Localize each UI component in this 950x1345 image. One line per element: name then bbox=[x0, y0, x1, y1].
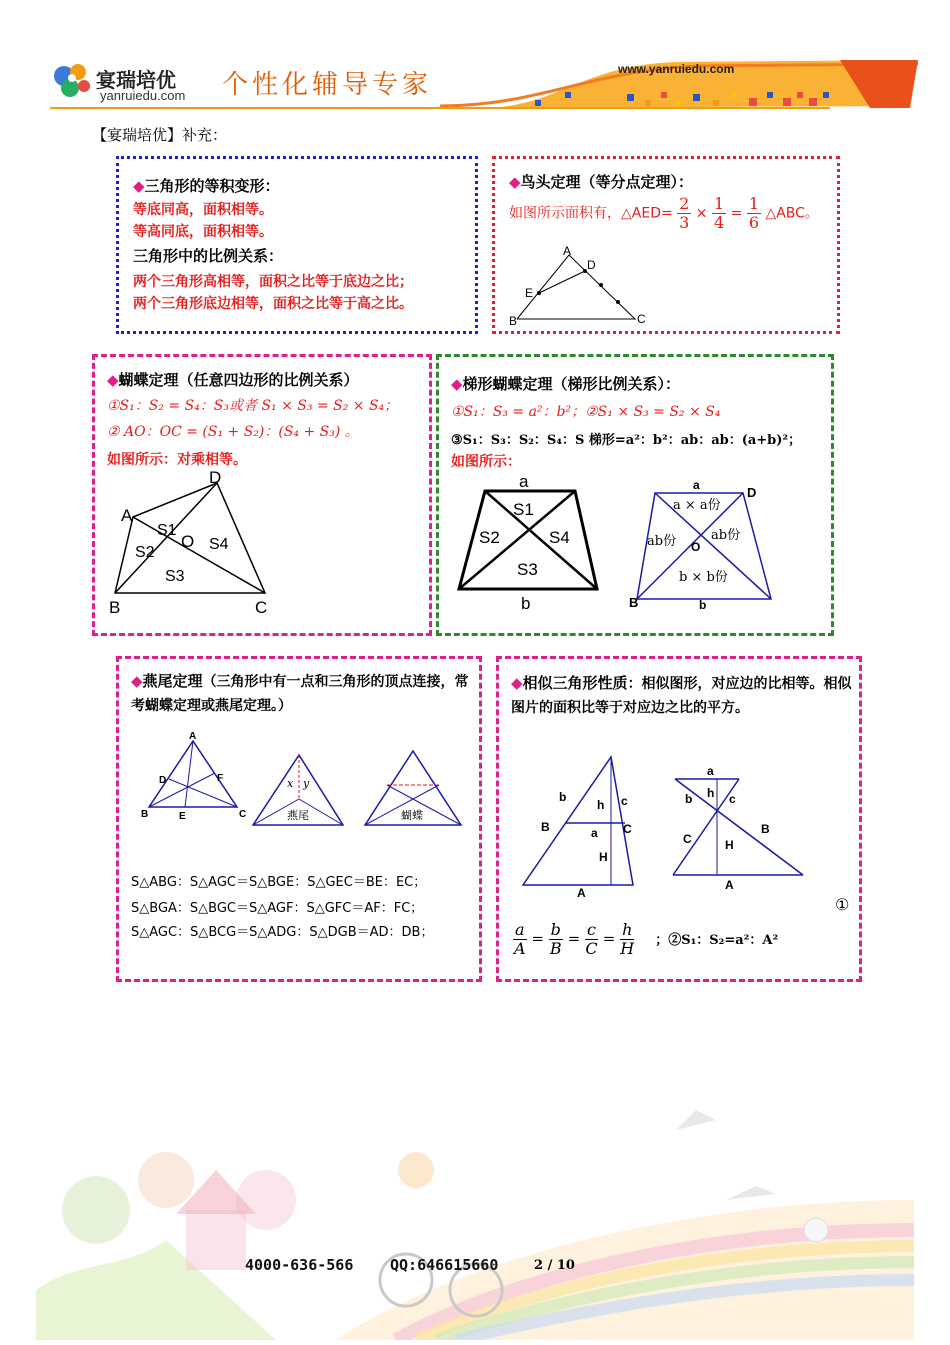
fig-label-A: A bbox=[189, 731, 197, 742]
box5-eq3: S△AGC：S△BCG＝S△ADG：S△DGB＝AD：DB； bbox=[131, 925, 434, 940]
fig-label-h2: h bbox=[707, 786, 715, 800]
fig-label-B: B bbox=[109, 598, 121, 617]
fig-label-F: F bbox=[217, 773, 224, 784]
fig-label-S2: S2 bbox=[479, 528, 500, 547]
box-equal-area bbox=[116, 156, 478, 334]
intro-text: 【宴瑞培优】补充： bbox=[92, 126, 228, 144]
header bbox=[0, 0, 950, 120]
fig-label-S2: S2 bbox=[135, 544, 155, 561]
fig-label-E: E bbox=[179, 811, 186, 822]
box3-title: ◆蝴蝶定理（任意四边形的比例关系） bbox=[107, 371, 359, 389]
box6-title: ◆相似三角形性质：相似图形，对应边的比相等。相似图片的面积比等于对应边之比的平方。 bbox=[511, 674, 852, 716]
fig-label-S4: S4 bbox=[549, 528, 570, 547]
fig-label-D: D bbox=[209, 469, 222, 487]
fig-label-S1: S1 bbox=[513, 500, 534, 519]
box4-title: ◆梯形蝴蝶定理（梯形比例关系）： bbox=[451, 375, 681, 393]
fig-label-B: B bbox=[541, 820, 550, 834]
fig-label-bottom: b × b份 bbox=[679, 570, 728, 585]
box-bird-head bbox=[492, 156, 840, 334]
fig-label-y: y bbox=[303, 777, 310, 790]
fig-label-butterfly: 蝴蝶 bbox=[401, 809, 423, 822]
fig-label-B2: B bbox=[761, 822, 770, 836]
fig-label-h: h bbox=[597, 798, 605, 812]
box1-line4: 两个三角形底边相等，面积之比等于高之比。 bbox=[133, 296, 413, 312]
swallowtail-figures bbox=[129, 729, 475, 829]
decorative-illustration bbox=[36, 1090, 914, 1340]
fig-label-A: A bbox=[563, 245, 572, 258]
box3-line3: 如图所示：对乘相等。 bbox=[107, 452, 247, 468]
page-number: 2 / 10 bbox=[534, 1258, 575, 1273]
fig-label-top: a × a份 bbox=[673, 498, 721, 513]
circled-one: ① bbox=[835, 895, 850, 914]
box2-title: ◆鸟头定理（等分点定理）： bbox=[509, 173, 694, 191]
box-similar-triangles bbox=[496, 656, 862, 982]
fig-label-B: B bbox=[141, 809, 149, 820]
box1-line3: 两个三角形高相等，面积之比等于底边之比； bbox=[133, 274, 413, 290]
header-rule bbox=[50, 107, 830, 109]
box5-title: ◆燕尾定理（三角形中有一点和三角形的顶点连接，常考蝴蝶定理或燕尾定理。） bbox=[131, 672, 469, 714]
fig-label-a2: a bbox=[707, 764, 714, 778]
frac-1-4: $\frac{1}{4}$ bbox=[713, 194, 725, 232]
fig-label-c2: c bbox=[729, 792, 736, 806]
fig-label-c: c bbox=[621, 794, 628, 808]
fig-label-b: b bbox=[559, 790, 567, 804]
fig-label-a: a bbox=[519, 472, 529, 491]
fig-label-C: C bbox=[623, 822, 632, 836]
butterfly-figure bbox=[105, 469, 285, 619]
fig-label-C2: C bbox=[683, 832, 692, 846]
fig-label-E: E bbox=[525, 286, 534, 300]
fig-label-S3: S3 bbox=[165, 568, 185, 585]
similar-triangles-figure bbox=[513, 751, 813, 901]
decor-squares bbox=[535, 90, 835, 106]
frac-2-3: $\frac{2}{3}$ bbox=[679, 194, 690, 232]
website: www.yanruiedu.com bbox=[618, 62, 735, 76]
frac-1-6: $\frac{1}{6}$ bbox=[748, 194, 759, 232]
box1-title2: 三角形中的比例关系： bbox=[133, 247, 284, 265]
fig-label-b: b bbox=[521, 594, 531, 611]
fig-label-right: ab份 bbox=[711, 528, 741, 543]
fig-label-x: x bbox=[287, 777, 294, 790]
fig-label-B: B bbox=[629, 595, 639, 610]
box1-line2: 等高同底，面积相等。 bbox=[133, 224, 273, 240]
fig-label-C: C bbox=[255, 598, 268, 617]
box1-title1: ◆三角形的等积变形： bbox=[133, 177, 280, 195]
box5-eq1: S△ABG：S△AGC＝S△BGE：S△GEC＝BE：EC； bbox=[131, 875, 427, 890]
fig-label-left: ab份 bbox=[647, 534, 677, 549]
box4-line3: 如图所示： bbox=[451, 454, 521, 470]
fig-label-S3: S3 bbox=[517, 560, 538, 579]
fig-label-C: C bbox=[239, 809, 247, 820]
trapezoid-figure-2 bbox=[627, 475, 787, 615]
fig-label-A: A bbox=[577, 886, 586, 900]
box-trapezoid-butterfly bbox=[436, 354, 834, 636]
logo-icon bbox=[48, 58, 98, 104]
fig-label-swallowtail: 燕尾 bbox=[287, 809, 309, 822]
box4-line2: ③S₁：S₃：S₂：S₄：S 梯形=a²：b²：ab：ab：(a+b)²； bbox=[451, 433, 802, 448]
box-swallowtail bbox=[116, 656, 482, 982]
logo-en: yanruiedu.com bbox=[100, 88, 186, 103]
box2-formula: 如图所示面积有，△AED= $\frac{2}{3}$ × $\frac{1}{4}$ = $\frac{1}{6}$ △ABC。 bbox=[509, 194, 819, 232]
fig-label-B: B bbox=[509, 314, 518, 327]
fig-label-a: a bbox=[693, 478, 700, 492]
slogan: 个性化辅导专家 bbox=[222, 70, 433, 100]
box2-prefix: 如图所示面积有，△AED= bbox=[509, 205, 673, 222]
fig-label-A2: A bbox=[725, 878, 734, 892]
fig-label-b: b bbox=[699, 598, 707, 612]
fig-label-H: H bbox=[599, 850, 608, 864]
box3-line1: ①S₁：S₂ = S₄：S₃或者 S₁ × S₃ = S₂ × S₄； bbox=[107, 398, 399, 414]
footer-phone: 4000-636-566 bbox=[245, 1256, 354, 1274]
footer-qq: QQ:646615660 bbox=[390, 1256, 499, 1274]
fig-label-S1: S1 bbox=[157, 522, 177, 539]
bird-head-figure bbox=[505, 245, 665, 327]
fig-label-D: D bbox=[587, 258, 596, 272]
fig-label-O: O bbox=[181, 532, 195, 551]
fig-label-C: C bbox=[637, 312, 646, 326]
box4-line1: ①S₁：S₃ = a²：b²；②S₁ × S₃ = S₂ × S₄ bbox=[451, 404, 721, 420]
fig-label-O: O bbox=[691, 540, 701, 554]
box-butterfly bbox=[92, 354, 432, 636]
fig-label-b2: b bbox=[685, 792, 693, 806]
box5-eq2: S△BGA：S△BGC＝S△AGF：S△GFC＝AF：FC； bbox=[131, 901, 424, 916]
box1-line1: 等底同高，面积相等。 bbox=[133, 202, 273, 218]
fig-label-D: D bbox=[159, 775, 167, 786]
fig-label-a: a bbox=[591, 826, 598, 840]
fig-label-H2: H bbox=[725, 838, 734, 852]
ratio-equation: $\frac{a}{A}$ = $\frac{b}{B}$ = $\frac{c}{C}$ = $\frac{h}{H}$ ；②S₁：S₂=a²：A² bbox=[513, 920, 779, 958]
box3-line2: ② AO：OC = (S₁ + S₂)：(S₄ + S₃) 。 bbox=[107, 424, 359, 440]
fig-label-A: A bbox=[121, 506, 133, 525]
trapezoid-figure-1 bbox=[455, 471, 605, 611]
fig-label-S4: S4 bbox=[209, 536, 229, 553]
fig-label-D: D bbox=[747, 485, 757, 500]
logo-cn: 宴瑞培优 bbox=[96, 68, 176, 92]
